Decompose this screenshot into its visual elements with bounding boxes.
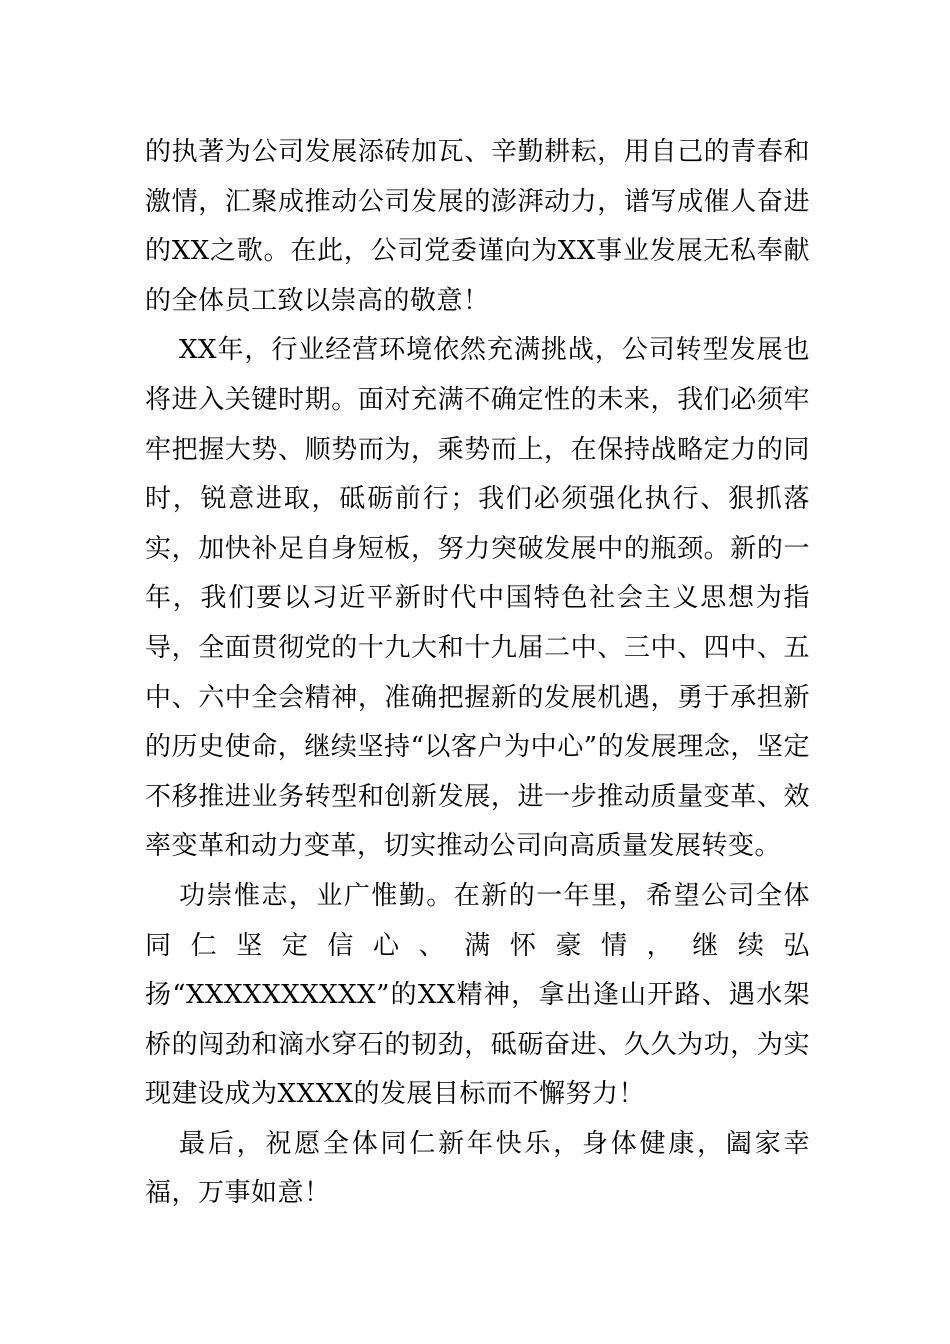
paragraph-2: XX年，行业经营环境依然充满挑战，公司转型发展也将进入关键时期。面对充满不确定性的未来，我们必须牢牢把握大势、顺势而为，乘势而上，在保持战略定力的同时，锐意进取，砥砺前行；我们必须强化执行、狠抓落实，加快补足自身短板，努力突破发展中的瓶颈。新的一年，我们要以习近平新时代中国特色社会主义思想为指导，全面贯彻党的十九大和十九届二中、三中、四中、五中、六中全会精神，准确把握新的发展机遇，勇于承担新的历史使命，继续坚持“以客户为中心”的发展理念，坚定不移推进业务转型和创新发展，进一步推动质量变革、效率变革和动力变革，切实推动公司向高质量发展转变。	[145, 335, 810, 862]
paragraph-4: 最后，祝愿全体同仁新年快乐，身体健康，阖家幸福，万事如意！	[145, 1128, 810, 1209]
paragraph-3: 功崇惟志，业广惟勤。在新的一年里，希望公司全体同仁坚定信心、满怀豪情，继续弘扬“XXXXXXXXXX”的XX精神，拿出逢山开路、遇水架桥的闯劲和滴水穿石的韧劲，砥砺奋进、久久为功，为实现建设成为XXXX的发展目标而不懈努力！	[145, 880, 810, 1110]
paragraph-1: 的执著为公司发展添砖加瓦、辛勤耕耘，用自己的青春和激情，汇聚成推动公司发展的澎湃动力，谱写成催人奋进的XX之歌。在此，公司党委谨向为XX事业发展无私奉献的全体员工致以崇高的敬意！	[145, 137, 810, 316]
document-body	[145, 128, 810, 1219]
